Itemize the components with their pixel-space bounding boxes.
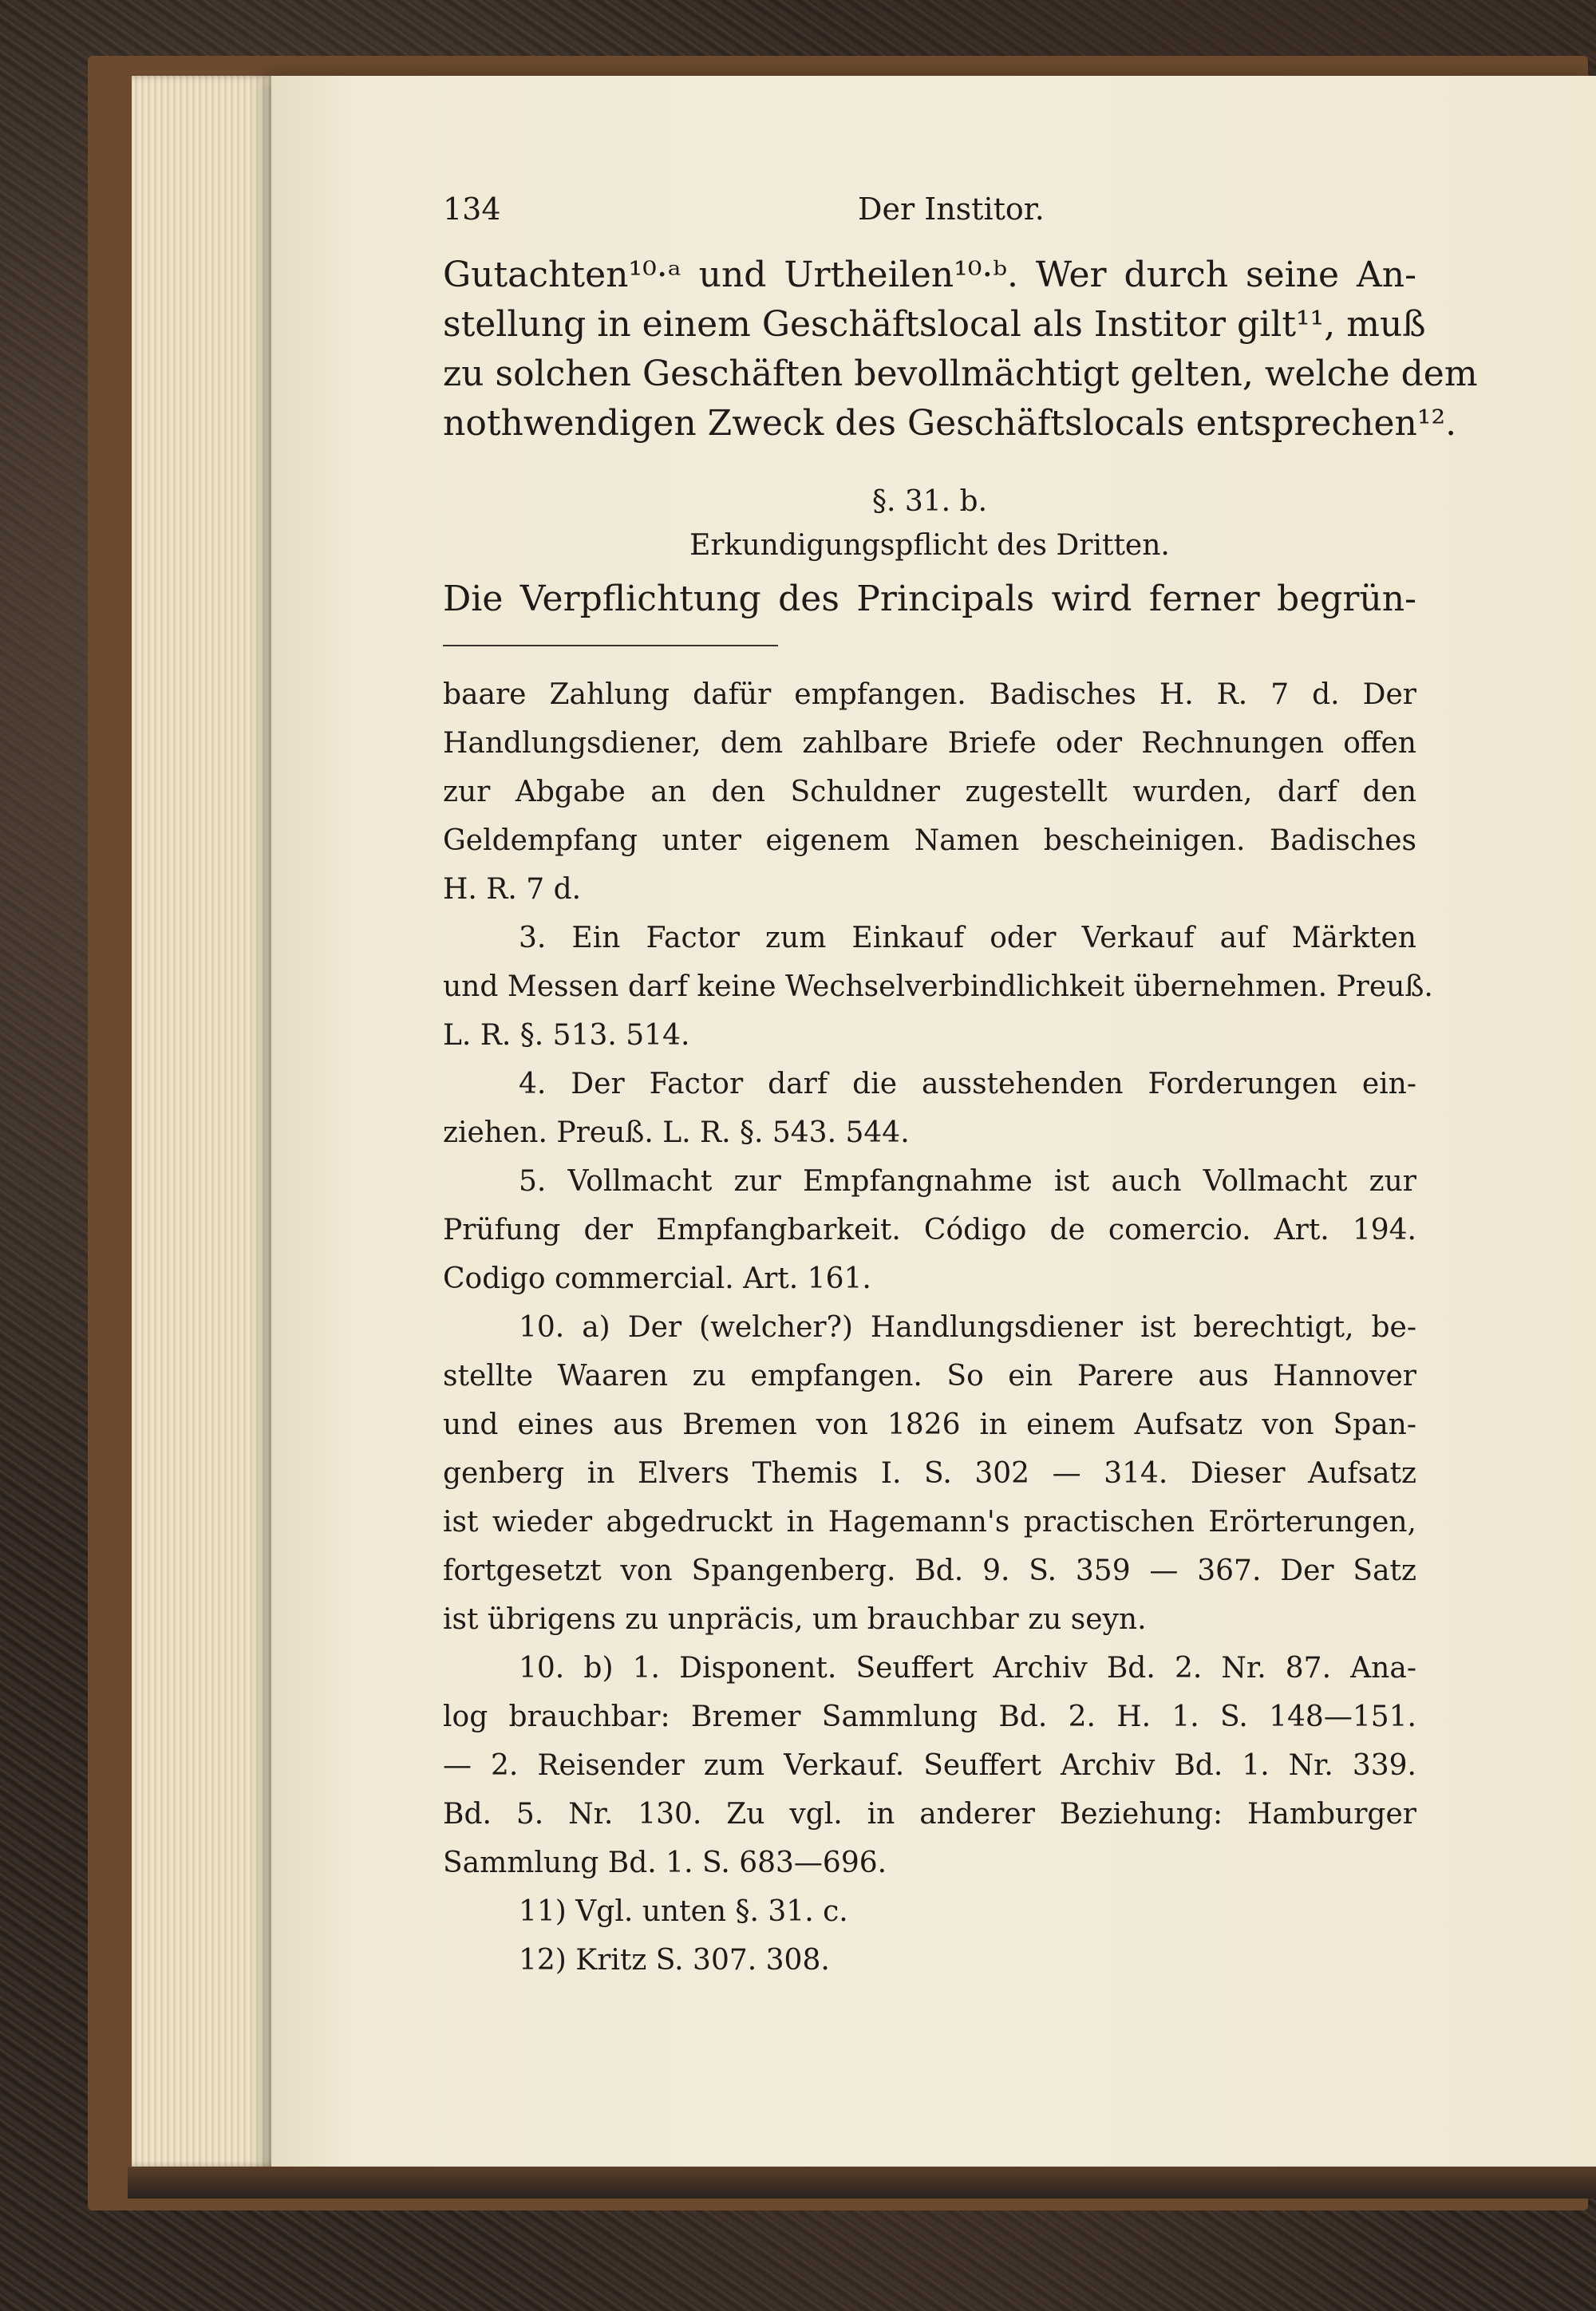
footnote-line: L. R. §. 513. 514. [443,1019,690,1052]
footnote-line: ist wieder abgedruckt in Hagemann's practischen Erörterungen, [443,1506,1416,1539]
footnote-line: und Messen darf keine Wechselverbindlichkeit übernehmen. Preuß. [443,970,1433,1003]
section-title: Erkundigungspflicht des Dritten. [689,529,1170,562]
footnotes [443,670,1433,1985]
footnote-line: Geldempfang unter eigenem Namen bescheinigen. Badisches [443,824,1416,857]
footnote-line: und eines aus Bremen von 1826 in einem Aufsatz von Span- [443,1408,1416,1441]
footnote-line: zur Abgabe an den Schuldner zugestellt wurden, darf den [443,776,1416,808]
footnote-line: log brauchbar: Bremer Sammlung Bd. 2. H. 1. S. 148—151. [443,1701,1416,1733]
footnote-line: fortgesetzt von Spangenberg. Bd. 9. S. 359 — 367. Der Satz [443,1554,1416,1587]
footnote-line: Sammlung Bd. 1. S. 683—696. [443,1847,887,1879]
footnote-rule [443,645,778,646]
footnote-line: 10. b) 1. Disponent. Seuffert Archiv Bd. 2. Nr. 87. Ana- [519,1652,1416,1685]
running-title: Der Institor. [858,192,1045,227]
body-line: nothwendigen Zweck des Geschäftslocals entsprechen¹². [443,403,1457,444]
footnote-line: — 2. Reisender zum Verkauf. Seuffert Archiv Bd. 1. Nr. 339. [443,1749,1416,1782]
section-number: §. 31. b. [871,485,988,518]
footnote-line: 4. Der Factor darf die ausstehenden Forderungen ein- [519,1068,1416,1100]
footnote-line: Bd. 5. Nr. 130. Zu vgl. in anderer Beziehung: Hamburger [443,1798,1416,1831]
footnote-line: ziehen. Preuß. L. R. §. 543. 544. [443,1116,910,1149]
body-paragraph [443,251,1478,448]
footnote-line: 11) Vgl. unten §. 31. c. [519,1895,848,1928]
page-text [443,192,1478,1985]
footnote-line: genberg in Elvers Themis I. S. 302 — 314. Dieser Aufsatz [443,1457,1416,1490]
footnote-line: 12) Kritz S. 307. 308. [519,1944,830,1977]
footnote-line: 3. Ein Factor zum Einkauf oder Verkauf auf Märkten [519,922,1416,954]
footnote-line: 5. Vollmacht zur Empfangnahme ist auch Vollmacht zur [519,1165,1416,1198]
section-first-line: Die Verpflichtung des Principals wird ferner begrün- [443,579,1416,619]
body-line: zu solchen Geschäften bevollmächtigt gelten, welche dem [443,354,1478,394]
footnote-line: stellte Waaren zu empfangen. So ein Parere aus Hannover [443,1360,1416,1393]
page-number: 134 [443,192,501,227]
footnote-line: H. R. 7 d. [443,873,582,906]
body-line: stellung in einem Geschäftslocal als Institor gilt¹¹, muß [443,304,1426,345]
page-edges [132,76,291,2167]
page-header [443,192,1416,239]
footnote-line: Codigo commercial. Art. 161. [443,1262,871,1295]
footnote-line: Prüfung der Empfangbarkeit. Código de comercio. Art. 194. [443,1214,1416,1246]
book-bottom-edge [128,2167,1596,2198]
body-line: Gutachten¹⁰·ᵃ und Urtheilen¹⁰·ᵇ. Wer durch seine An- [443,255,1416,295]
footnote-line: Handlungsdiener, dem zahlbare Briefe oder Rechnungen offen [443,727,1416,760]
footnote-line: ist übrigens zu unpräcis, um brauchbar zu seyn. [443,1603,1147,1636]
footnote-line: baare Zahlung dafür empfangen. Badisches H. R. 7 d. Der [443,678,1416,711]
footnote-line: 10. a) Der (welcher?) Handlungsdiener ist berechtigt, be- [519,1311,1416,1344]
